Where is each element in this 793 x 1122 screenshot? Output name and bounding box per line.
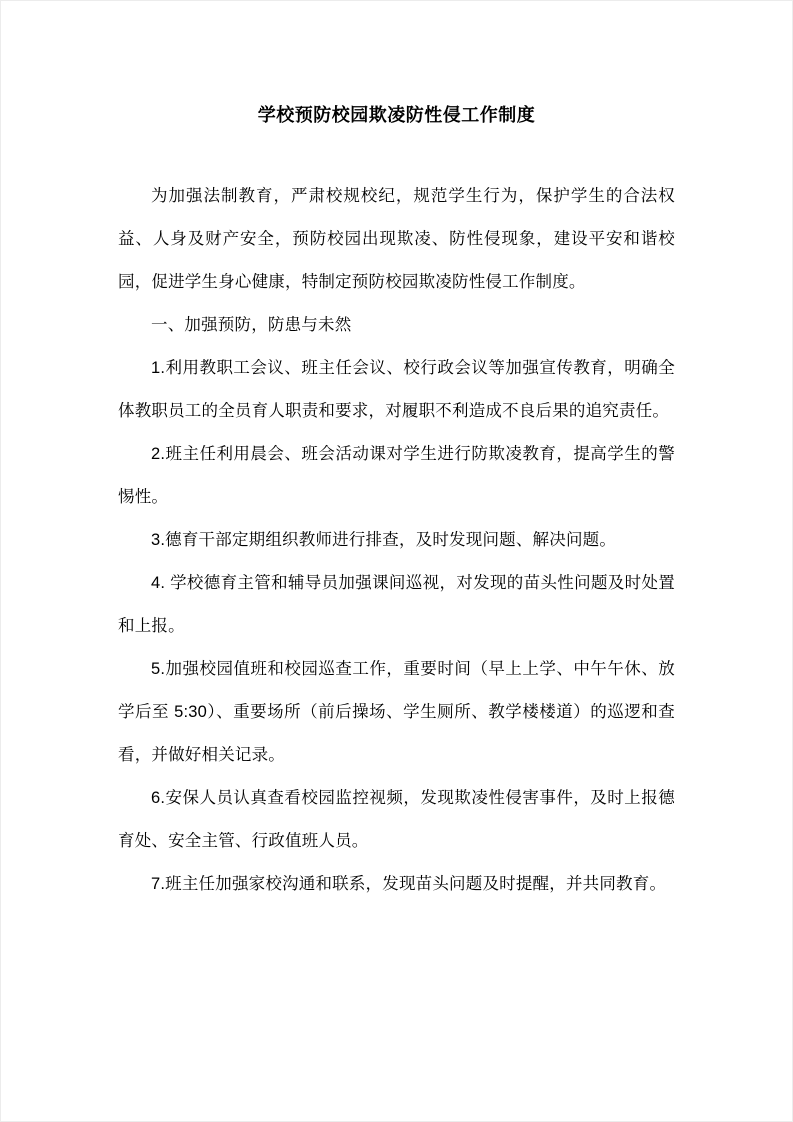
list-item-6: 6.安保人员认真查看校园监控视频，发现欺凌性侵害事件，及时上报德育处、安全主管、行政值班人员。 <box>118 789 675 850</box>
document-title: 学校预防校园欺凌防性侵工作制度 <box>257 105 536 125</box>
paragraph-intro: 为加强法制教育，严肃校规校纪，规范学生行为，保护学生的合法权益、人身及财产安全，预防校园出现欺凌、防性侵现象，建设平安和谐校园，促进学生身心健康，特制定预防校园欺凌防性侵工作制度。 <box>118 187 675 291</box>
list-item-2: 2.班主任利用晨会、班会活动课对学生进行防欺凌教育，提高学生的警惕性。 <box>118 445 675 506</box>
list-item-1: 1.利用教职工会议、班主任会议、校行政会议等加强宣传教育，明确全体教职员工的全员育人职责和要求，对履职不利造成不良后果的追究责任。 <box>118 359 675 420</box>
section-heading-1: 一、加强预防，防患与未然 <box>151 316 352 334</box>
list-item-7: 7.班主任加强家校沟通和联系，发现苗头问题及时提醒，并共同教育。 <box>151 875 667 893</box>
list-item-4: 4. 学校德育主管和辅导员加强课间巡视，对发现的苗头性问题及时处置和上报。 <box>118 574 675 635</box>
list-item-5: 5.加强校园值班和校园巡查工作，重要时间（早上上学、中午午休、放学后至 5:30）、重要场所（前后操场、学生厕所、教学楼楼道）的巡逻和查看，并做好相关记录。 <box>118 660 675 764</box>
list-item-3: 3.德育干部定期组织教师进行排查，及时发现问题、解决问题。 <box>151 531 617 549</box>
